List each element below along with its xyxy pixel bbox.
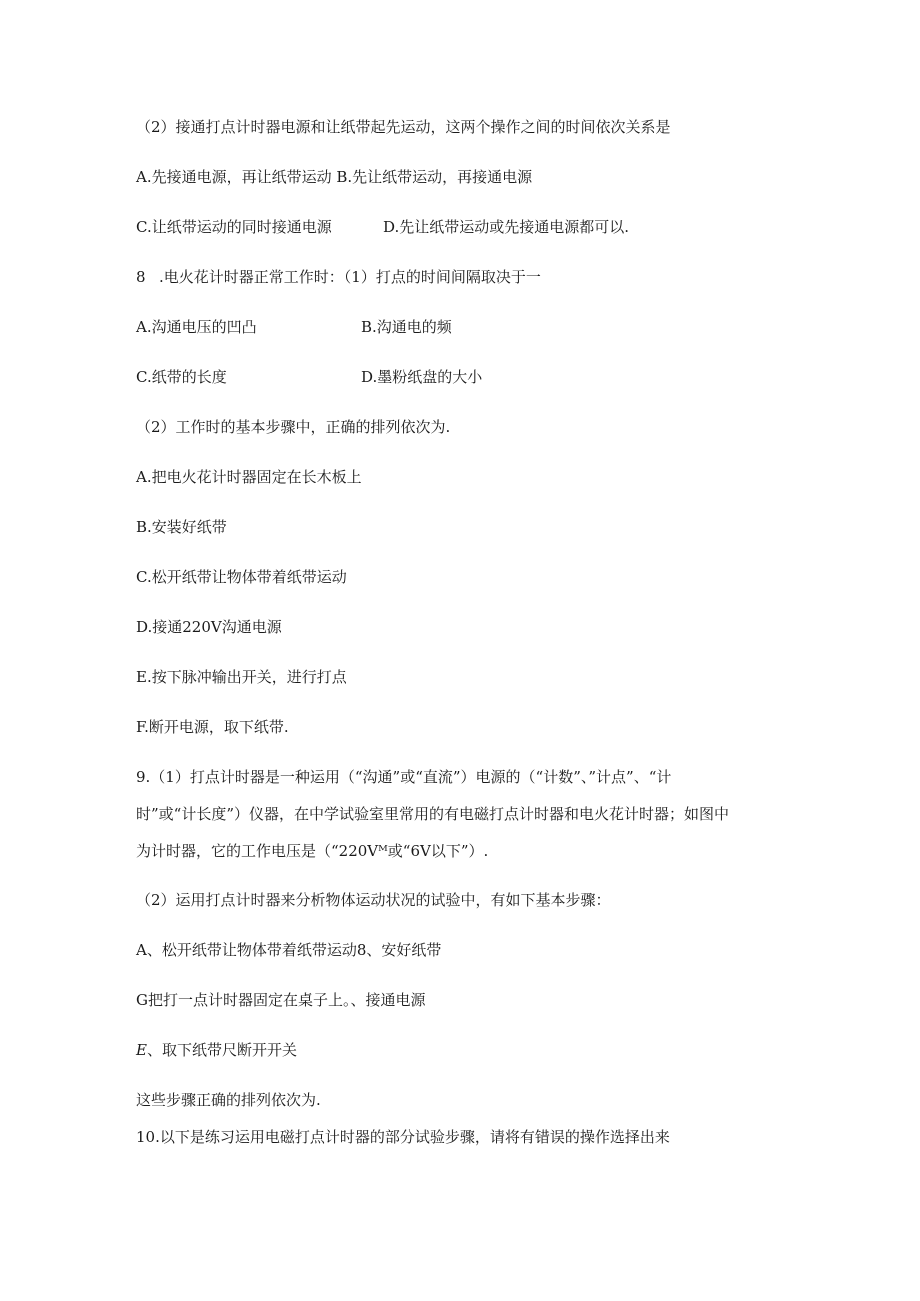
q8-option-a: A.沟通电压的凹凸 (136, 318, 257, 336)
q7-options-ab: A.先接通电源，再让纸带运动 B.先让纸带运动，再接通电源 (136, 168, 533, 186)
q8-step-a: A.把电火花计时器固定在长木板上 (136, 468, 362, 486)
q7-part2: （2）接通打点计时器电源和让纸带起先运动，这两个操作之间的时间依次关系是 (136, 118, 671, 136)
q9-step3-text: 、取下纸带尺断开开关 (146, 1041, 297, 1059)
q9-part2: （2）运用打点计时器来分析物体运动状况的试验中，有如下基本步骤： (136, 891, 611, 909)
q9-step1: A、松开纸带让物体带着纸带运动8、安好纸带 (136, 941, 442, 959)
q10-stem: 10.以下是练习运用电磁打点计时器的部分试验步骤，请将有错误的操作选择出来 (136, 1128, 670, 1146)
q9-ending: 这些步骤正确的排列依次为. (136, 1091, 321, 1109)
q8-option-c: C.纸带的长度 (136, 368, 227, 386)
q8-option-b: B.沟通电的频 (361, 318, 452, 336)
q8-step-f: F.断开电源，取下纸带. (136, 718, 289, 736)
q8-step-c: C.松开纸带让物体带着纸带运动 (136, 568, 347, 586)
q9-step3-letter: E (136, 1041, 147, 1059)
q9-step3 (136, 1043, 297, 1058)
q8-step-d: D.接通220V沟通电源 (136, 618, 282, 636)
q8-option-d: D.墨粉纸盘的大小 (361, 368, 483, 386)
q9-line2: 时”或“计长度”）仪器，在中学试验室里常用的有电磁打点计时器和电火花计时器；如图中 (136, 805, 730, 823)
q9-step2: G把打一点计时器固定在桌子上。、接通电源 (136, 991, 426, 1009)
q7-option-c: C.让纸带运动的同时接通电源 (136, 218, 332, 236)
q8-number: 8 (136, 268, 146, 286)
q8-step-b: B.安装好纸带 (136, 518, 227, 536)
q9-line1: 9.（1）打点计时器是一种运用（“沟通”或“直流”）电源的（“计数”、”计点”、“计 (136, 768, 672, 786)
q8-stem: .电火花计时器正常工作时：（1）打点的时间间隔取决于一 (159, 268, 541, 286)
q7-option-d: D.先让纸带运动或先接通电源都可以. (383, 218, 630, 236)
q9-line3: 为计时器，它的工作电压是（“220Vᴹ或“6V以下”）. (136, 842, 489, 860)
q8-part2: （2）工作时的基本步骤中，正确的排列依次为. (136, 418, 451, 436)
q8-step-e: E.按下脉冲输出开关，进行打点 (136, 668, 347, 686)
